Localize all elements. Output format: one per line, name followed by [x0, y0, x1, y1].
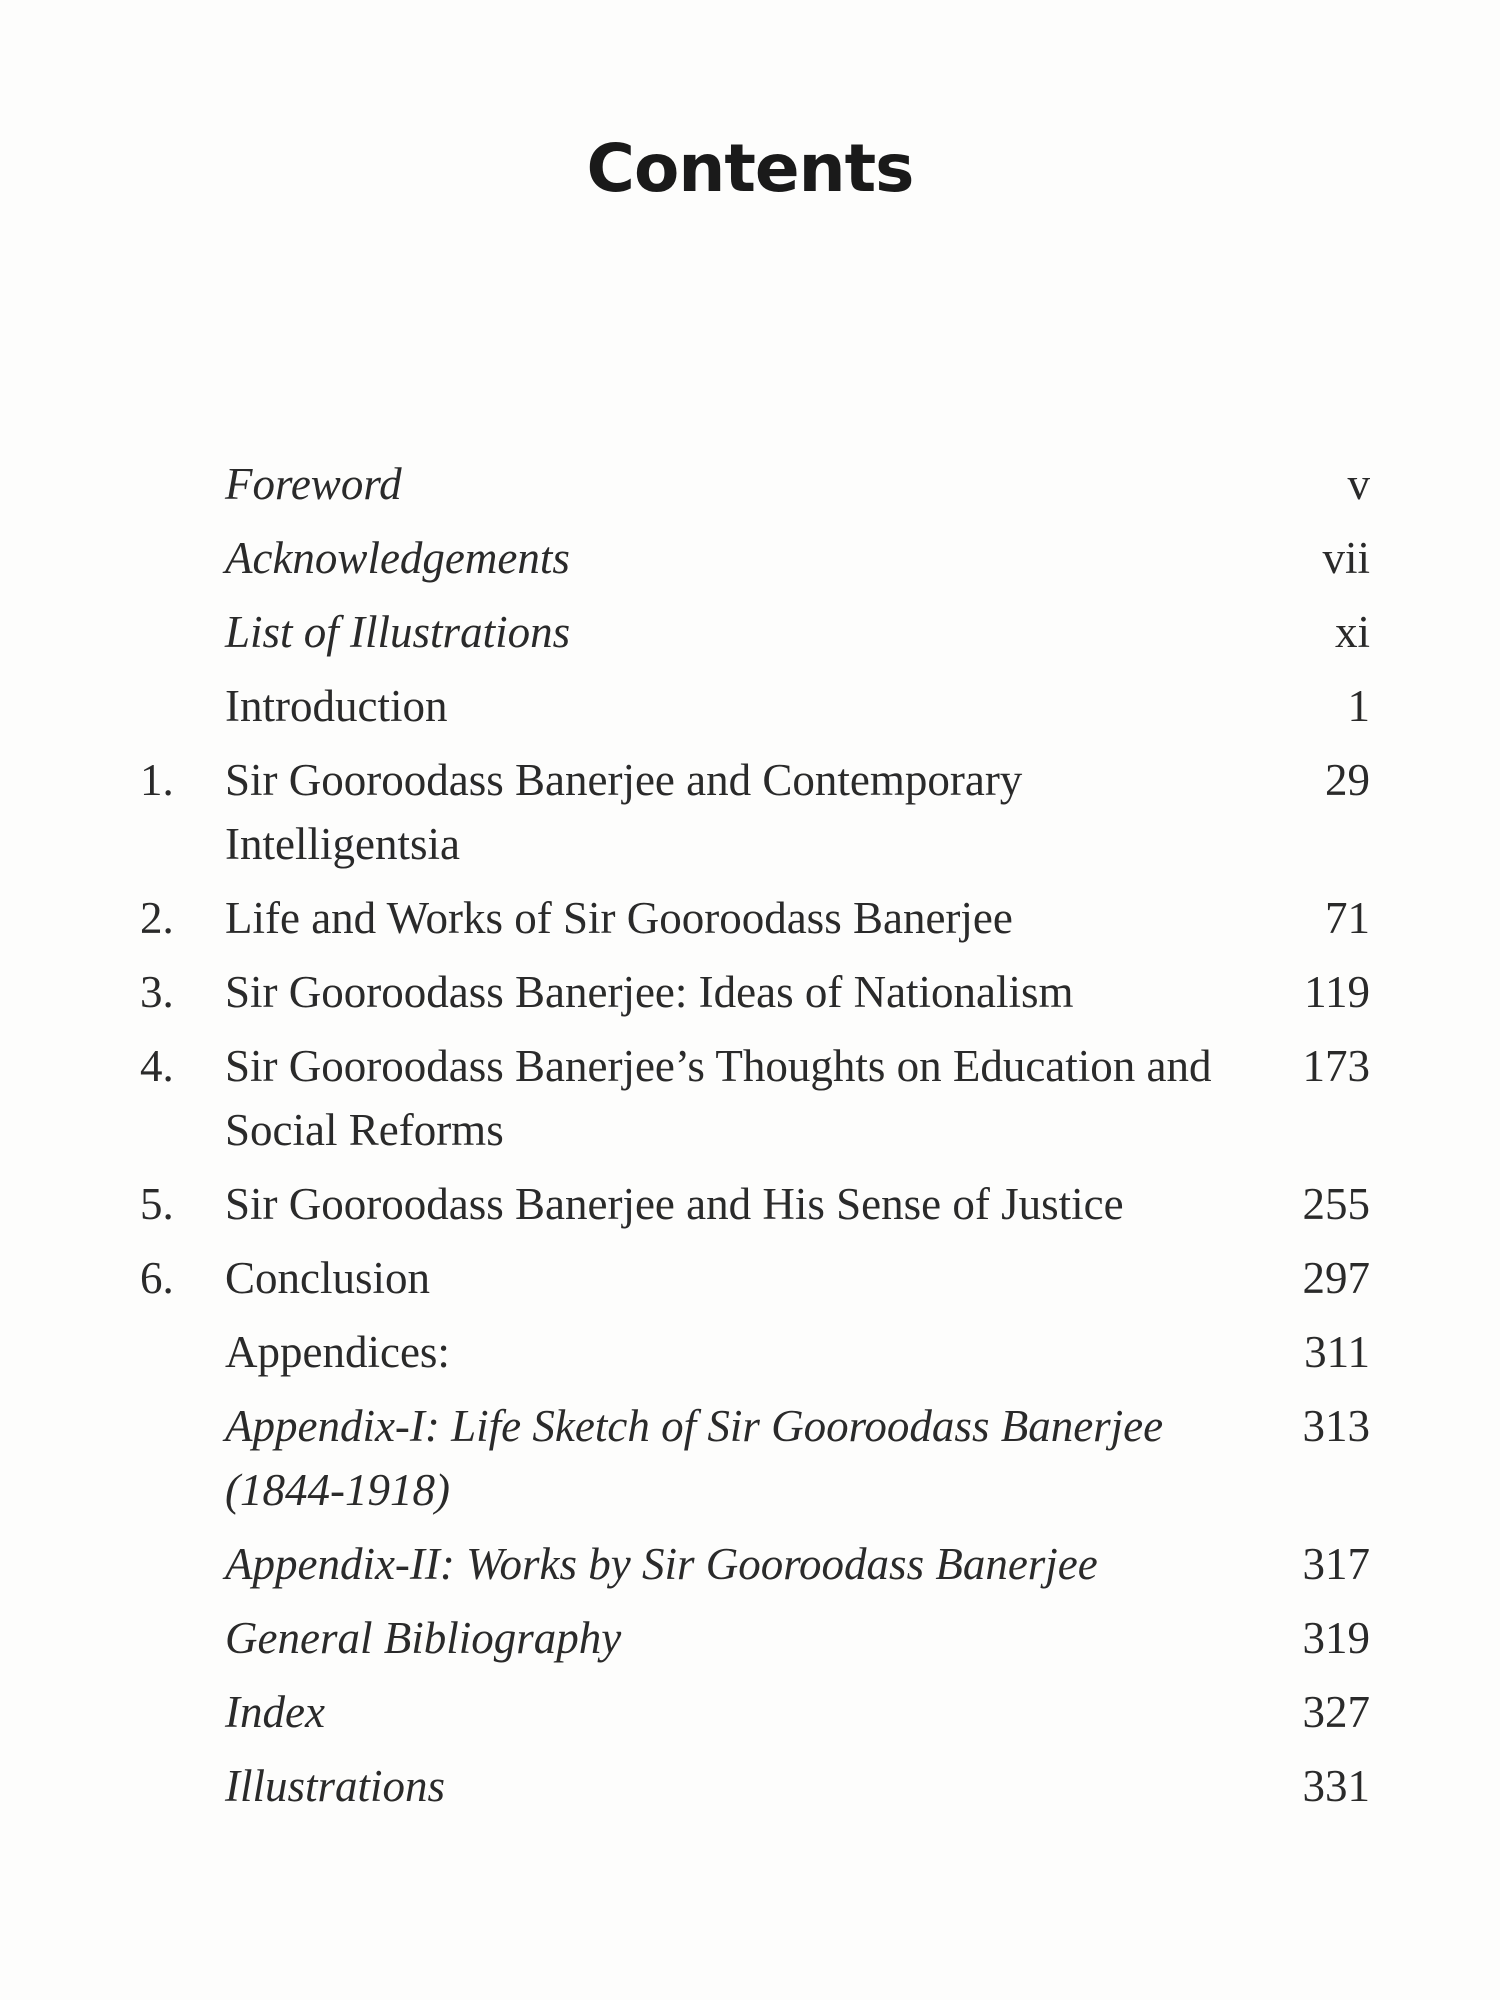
toc-entry: [140, 600, 1370, 664]
toc-entry: [140, 886, 1370, 950]
entry-title: Index: [225, 1687, 325, 1737]
page-title: Contents: [586, 130, 914, 207]
entry-number: 3.: [140, 967, 174, 1017]
entry-page-number: v: [1347, 459, 1370, 509]
toc-entry: [140, 1754, 1370, 1818]
entry-page-number: 255: [1302, 1179, 1370, 1229]
entry-title: Sir Gooroodass Banerjee’s Thoughts on Education and Social Reforms: [225, 1041, 1212, 1155]
entry-page-number: 1: [1347, 681, 1370, 731]
toc-entry: [140, 452, 1370, 516]
entry-number: 5.: [140, 1179, 174, 1229]
entry-title: Appendices:: [225, 1327, 450, 1377]
entry-number: 6.: [140, 1253, 174, 1303]
entry-number: 1.: [140, 755, 174, 805]
toc-entry: [140, 1606, 1370, 1670]
table-of-contents: [140, 452, 1370, 1828]
entry-title: Foreword: [225, 459, 402, 509]
entry-page-number: 317: [1302, 1539, 1370, 1589]
entry-page-number: 297: [1302, 1253, 1370, 1303]
entry-page-number: vii: [1322, 533, 1370, 583]
toc-entry: [140, 1034, 1370, 1162]
toc-entry: [140, 526, 1370, 590]
entry-title: Life and Works of Sir Gooroodass Banerjee: [225, 893, 1013, 943]
entry-page-number: 71: [1325, 893, 1370, 943]
entry-title: Sir Gooroodass Banerjee: Ideas of Nationalism: [225, 967, 1074, 1017]
entry-title: General Bibliography: [225, 1613, 622, 1663]
toc-entry: [140, 748, 1370, 876]
entry-title: List of Illustrations: [225, 607, 571, 657]
entry-page-number: xi: [1334, 607, 1370, 657]
entry-number: 4.: [140, 1041, 174, 1091]
entry-title: Acknowledgements: [225, 533, 570, 583]
entry-page-number: 319: [1302, 1613, 1370, 1663]
entry-page-number: 29: [1325, 755, 1370, 805]
entry-page-number: 173: [1302, 1041, 1370, 1091]
entry-title: Sir Gooroodass Banerjee and His Sense of Justice: [225, 1179, 1124, 1229]
entry-page-number: 313: [1302, 1401, 1370, 1451]
entry-title: Conclusion: [225, 1253, 431, 1303]
toc-entry: [140, 1680, 1370, 1744]
toc-entry: [140, 1172, 1370, 1236]
entry-page-number: 119: [1304, 967, 1370, 1017]
entry-page-number: 311: [1304, 1327, 1370, 1377]
toc-entry: [140, 1532, 1370, 1596]
entry-title: Appendix-II: Works by Sir Gooroodass Banerjee: [225, 1539, 1098, 1589]
entry-title: Appendix-I: Life Sketch of Sir Gooroodass Banerjee (1844-1918): [225, 1401, 1164, 1515]
toc-entry: [140, 960, 1370, 1024]
toc-entry: [140, 674, 1370, 738]
entry-page-number: 331: [1302, 1761, 1370, 1811]
entry-title: Illustrations: [225, 1761, 446, 1811]
entry-number: 2.: [140, 893, 174, 943]
toc-entry: [140, 1320, 1370, 1384]
toc-entry: [140, 1394, 1370, 1522]
entry-page-number: 327: [1302, 1687, 1370, 1737]
entry-title: Introduction: [225, 681, 448, 731]
toc-entry: [140, 1246, 1370, 1310]
entry-title: Sir Gooroodass Banerjee and Contemporary Intelligentsia: [225, 755, 1023, 869]
